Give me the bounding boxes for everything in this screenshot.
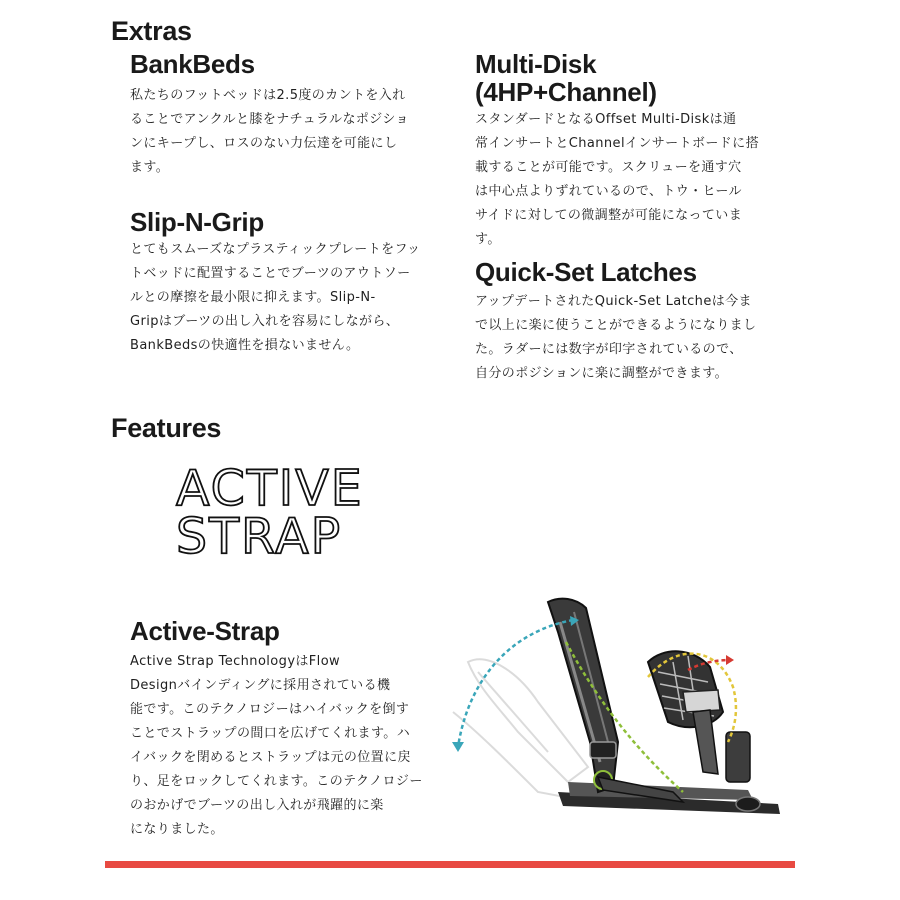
bankbeds-title: BankBeds — [130, 49, 255, 79]
multidisk-title: Multi-Disk (4HP+Channel) — [475, 49, 657, 107]
binding-illustration — [448, 592, 800, 847]
red-arrow-head — [726, 655, 734, 665]
features-heading: Features — [111, 413, 222, 443]
slipngrip-title: Slip-N-Grip — [130, 207, 264, 237]
slipngrip-description: とてもスムーズなプラスティックプレートをフッ トベッドに配置することでブーツのアウトソー ルとの摩擦を最小限に抑えます。Slip-N- Gripはブーツの出し入れを容易にしながら、 BankBedsの快適性を損ないません。 — [130, 242, 421, 353]
accent-bar — [105, 861, 795, 868]
quickset-description: アップデートされたQuick-Set Latcheは今ま で以上に楽に使うことができるようになりまし た。ラダーには数字が印字されているので、 自分のポジションに楽に調整ができます。 — [475, 294, 757, 381]
quickset-title: Quick-Set Latches — [475, 257, 697, 287]
active-strap-logo — [176, 460, 386, 565]
activestrap-description: Active Strap TechnologyはFlow Designバインディングに採用されている機 能です。このテクノロジーはハイバックを倒す ことでストラップの間口を広げてくれます。ハ イバックを閉めるとストラップは元の位置に戻 り、足をロックしてくれます。このテクノロジー のおかげでブーツの出し入れが飛躍的に楽 になりました。 — [130, 654, 423, 837]
activestrap-title: Active-Strap — [130, 616, 280, 646]
highback — [548, 599, 618, 792]
teal-arrow-head-bottom — [452, 742, 464, 752]
extras-heading: Extras — [111, 16, 192, 46]
multidisk-description: スタンダードとなるOffset Multi-Diskは通 常インサートとChannelインサートボードに搭 載することが可能です。スクリューを通す穴 は中心点よりずれているので、トウ・ヒール サイドに対しての微調整が可能になっていま す。 — [475, 112, 759, 247]
logo-line-strap: STRAP — [176, 508, 343, 565]
strap-cage — [648, 651, 750, 782]
logo-line-active: ACTIVE — [176, 460, 364, 517]
bankbeds-description: 私たちのフットベッドは2.5度のカントを入れ ることでアンクルと膝をナチュラルなポジショ ンにキープし、ロスのない力伝達を可能にし ます。 — [130, 88, 409, 175]
